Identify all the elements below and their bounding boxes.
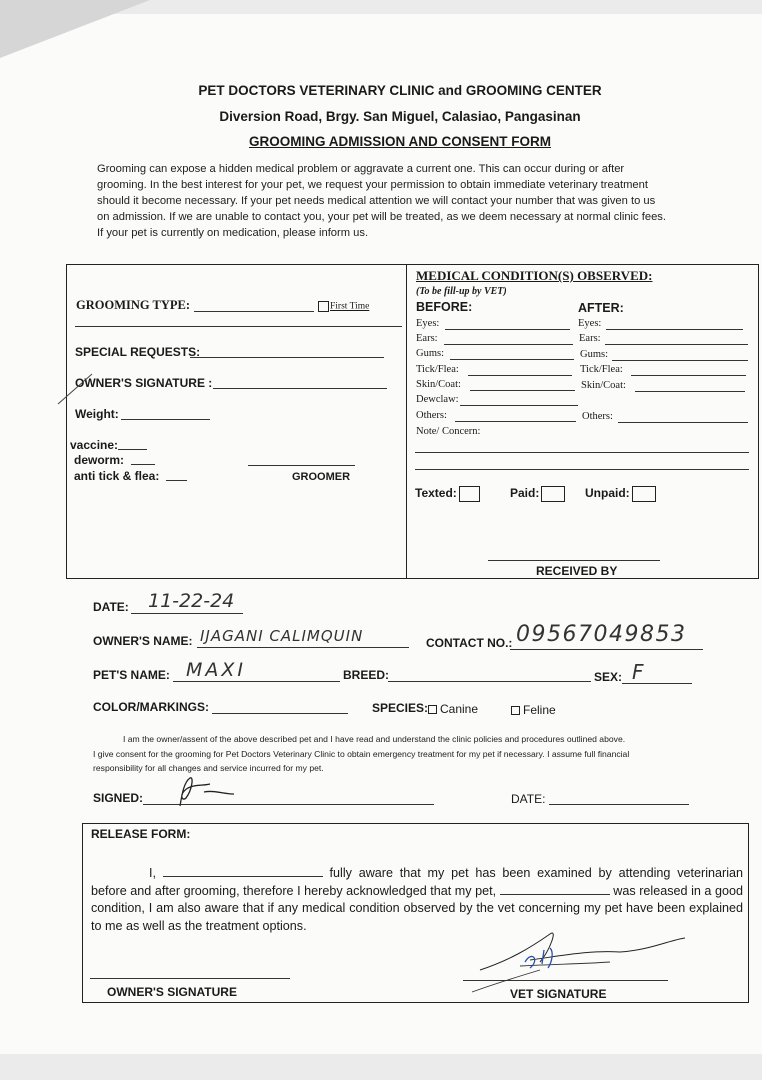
special-requests-label: SPECIAL REQUESTS: (75, 345, 201, 359)
before-dewclaw-field[interactable] (460, 405, 578, 406)
release-owner-signature-label: OWNER'S SIGNATURE (107, 985, 237, 999)
after-others-field[interactable] (618, 422, 748, 423)
consent-line: I am the owner/assent of the above described pet and I have read and understand the clinic policies and procedures outlined above. (123, 734, 626, 744)
unpaid-option[interactable] (585, 486, 656, 502)
before-dewclaw-label: Dewclaw: (416, 394, 459, 405)
before-others-label: Others: (416, 410, 447, 421)
owner-signature-label: OWNER'S SIGNATURE : (75, 376, 213, 390)
sex-value: F (632, 660, 644, 684)
after-tick-label: Tick/Flea: (580, 364, 623, 375)
vet-signature-image (470, 920, 700, 995)
consent-line: responsibility for all changes and service incurred for my pet. (93, 763, 324, 773)
date-field[interactable] (131, 613, 243, 614)
release-pet-name-field[interactable] (500, 883, 610, 895)
after-skin-field[interactable] (635, 391, 745, 392)
paid-checkbox[interactable] (541, 486, 565, 502)
after-eyes-field[interactable] (606, 329, 743, 330)
intro-line: Grooming can expose a hidden medical problem or aggravate a current one. This can occur during or after (97, 163, 625, 175)
after-skin-label: Skin/Coat: (581, 380, 626, 391)
first-time-option[interactable] (318, 301, 369, 312)
after-eyes-label: Eyes: (578, 318, 602, 329)
note-line-2[interactable] (415, 469, 749, 470)
intro-line: should it become necessary. If your pet needs medical attention we will contact your number that was given to us (97, 195, 656, 207)
deworm-label: deworm: (74, 453, 125, 467)
first-time-label: First Time (330, 301, 370, 312)
owner-signature-image (170, 772, 240, 812)
date-label: DATE: (93, 600, 129, 614)
breed-label: BREED: (343, 668, 390, 682)
pet-name-value: MAXI (186, 659, 247, 681)
before-eyes-label: Eyes: (416, 318, 440, 329)
vaccine-field[interactable] (118, 449, 147, 450)
clinic-name: PET DOCTORS VETERINARY CLINIC and GROOMING CENTER (198, 83, 602, 98)
unpaid-label: Unpaid: (585, 486, 630, 501)
release-text-2: was released in a good condition, I am also aware that if any medical condition observed by the vet concerning my pet have been explained to me as well as the treatment options. (91, 883, 744, 933)
signed-label: SIGNED: (93, 791, 144, 805)
weight-label: Weight: (75, 407, 119, 421)
note-concern-label: Note/ Concern: (416, 426, 481, 437)
grooming-type-line-2[interactable] (75, 326, 402, 327)
folded-corner (0, 0, 150, 58)
groomer-label: GROOMER (292, 471, 351, 483)
pet-name-label: PET'S NAME: (93, 668, 170, 682)
before-ears-label: Ears: (416, 333, 438, 344)
grooming-type-field[interactable] (194, 311, 314, 312)
consent-line: I give consent for the grooming for Pet Doctors Veterinary Clinic to obtain emergency treatment for my pet if necessary. I assume full financial (93, 749, 630, 759)
before-skin-label: Skin/Coat: (416, 379, 461, 390)
special-requests-field[interactable] (190, 357, 384, 358)
vaccine-label: vaccine: (70, 438, 119, 452)
anti-tick-label: anti tick & flea: (74, 469, 160, 483)
texted-checkbox[interactable] (459, 486, 480, 502)
release-owner-name-field[interactable] (163, 865, 323, 877)
before-ears-field[interactable] (444, 344, 573, 345)
intro-paragraph (97, 161, 703, 241)
contact-value: 09567049853 (516, 622, 687, 647)
before-eyes-field[interactable] (445, 329, 570, 330)
before-tick-label: Tick/Flea: (416, 364, 459, 375)
groomer-signature-field[interactable] (248, 465, 355, 466)
paid-label: Paid: (510, 486, 540, 501)
feline-option[interactable] (509, 703, 556, 717)
after-ears-label: Ears: (579, 333, 601, 344)
canine-checkbox[interactable] (428, 705, 437, 714)
contact-label: CONTACT NO.: (426, 636, 513, 650)
owner-name-field[interactable] (197, 647, 409, 648)
form-title: GROOMING ADMISSION AND CONSENT FORM (249, 134, 551, 149)
canine-label: Canine (440, 702, 479, 716)
canine-option[interactable] (426, 702, 478, 716)
texted-option[interactable] (415, 486, 480, 502)
deworm-field[interactable] (131, 464, 155, 465)
color-markings-field[interactable] (212, 713, 348, 714)
breed-field[interactable] (388, 681, 591, 682)
before-skin-field[interactable] (470, 390, 575, 391)
medical-condition-title: MEDICAL CONDITION(S) OBSERVED: (416, 268, 653, 283)
consent-date-field[interactable] (549, 804, 689, 805)
release-vet-signature-label: VET SIGNATURE (510, 987, 607, 1001)
after-heading: AFTER: (578, 301, 624, 315)
release-owner-signature-field[interactable] (90, 978, 290, 979)
after-tick-field[interactable] (631, 375, 746, 376)
box-divider (406, 264, 407, 578)
contact-field[interactable] (510, 649, 703, 650)
vet-fill-note: (To be fill-up by VET) (416, 286, 507, 297)
received-by-label: RECEIVED BY (536, 564, 618, 578)
species-label: SPECIES: (372, 701, 429, 715)
feline-label: Feline (523, 703, 556, 717)
after-ears-field[interactable] (605, 344, 748, 345)
owner-signature-field[interactable] (213, 388, 387, 389)
weight-field[interactable] (121, 419, 210, 420)
before-gums-field[interactable] (450, 359, 574, 360)
intro-line: If your pet is currently on medication, please inform us. (97, 227, 369, 239)
release-form-title: RELEASE FORM: (91, 827, 191, 841)
grooming-type-label: GROOMING TYPE: (76, 298, 191, 312)
paid-option[interactable] (510, 486, 565, 502)
color-markings-label: COLOR/MARKINGS: (93, 700, 209, 714)
after-others-label: Others: (582, 411, 613, 422)
before-others-field[interactable] (455, 421, 576, 422)
pen-mark-icon (56, 370, 96, 406)
before-heading: BEFORE: (416, 300, 473, 314)
intro-line: grooming. In the best interest for your pet, we request your permission to obtain immediate veterinary treatment (97, 179, 648, 191)
anti-tick-field[interactable] (166, 480, 187, 481)
pet-name-field[interactable] (173, 681, 340, 682)
unpaid-checkbox[interactable] (632, 486, 656, 502)
intro-line: on admission. If we are unable to contact you, your pet will be treated, as we deem necessary at normal clinic fees. (97, 211, 666, 223)
first-time-checkbox[interactable] (318, 301, 329, 312)
clinic-address: Diversion Road, Brgy. San Miguel, Calasiao, Pangasinan (219, 109, 581, 124)
owner-name-value: IJAGANI CALIMQUIN (200, 627, 364, 645)
texted-label: Texted: (415, 486, 457, 501)
received-by-field[interactable] (488, 560, 660, 561)
date-value: 11-22-24 (148, 590, 235, 612)
after-gums-field[interactable] (612, 360, 748, 361)
owner-name-label: OWNER'S NAME: (93, 634, 193, 648)
note-line-1[interactable] (415, 452, 749, 453)
sex-label: SEX: (594, 670, 623, 684)
feline-checkbox[interactable] (511, 706, 520, 715)
after-gums-label: Gums: (580, 349, 609, 360)
release-text-1: fully aware that my pet has been examined by attending veterinarian before and after grooming, therefore I hereby acknowledged that my pet, (91, 866, 743, 898)
release-i: I, (149, 866, 156, 880)
before-gums-label: Gums: (416, 348, 445, 359)
before-tick-field[interactable] (468, 375, 572, 376)
consent-date-label: DATE: (511, 792, 546, 806)
